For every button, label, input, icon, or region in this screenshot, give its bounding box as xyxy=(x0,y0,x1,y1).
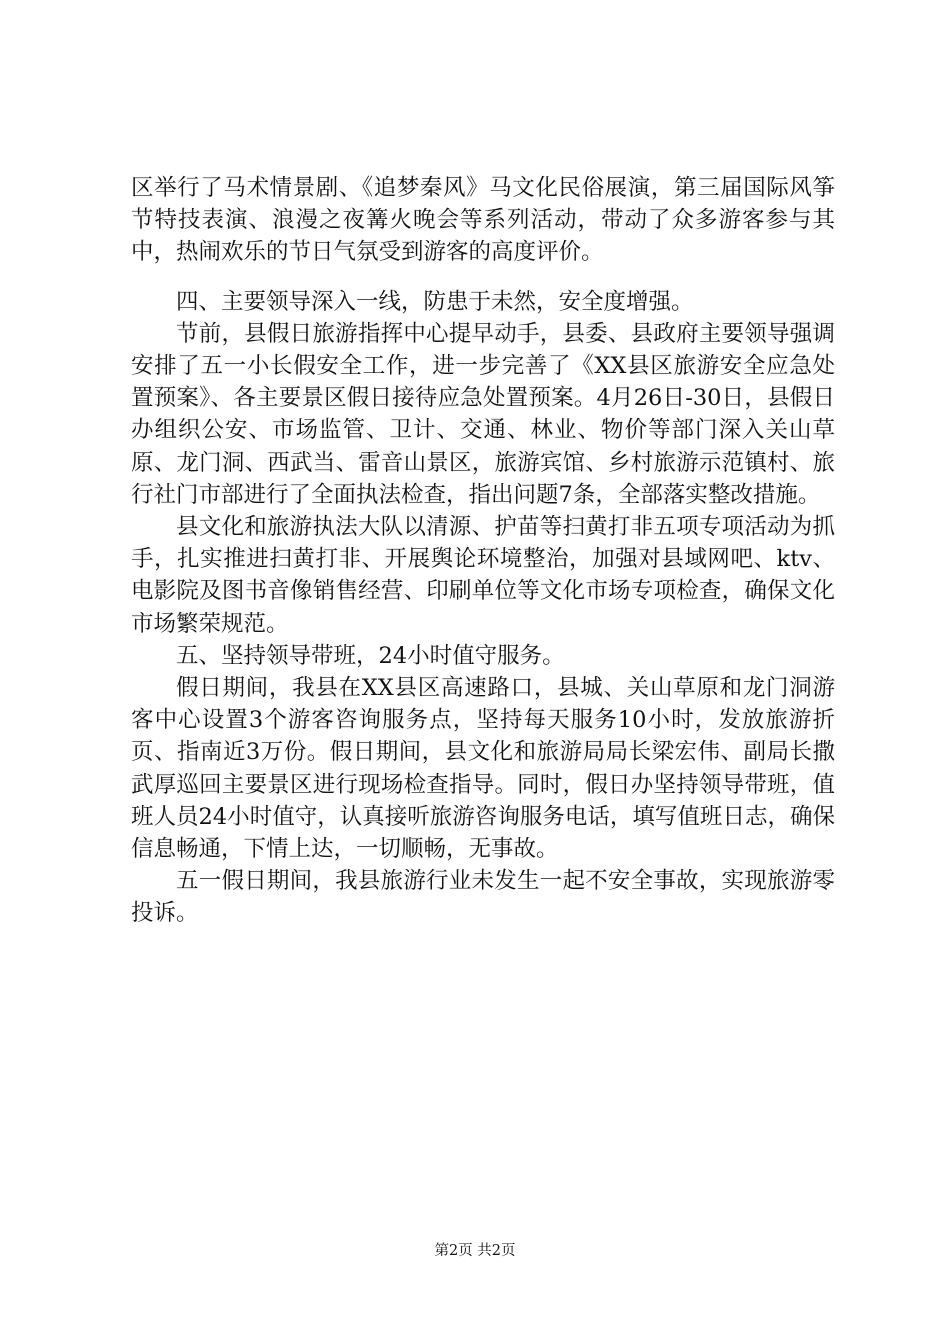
page-number-footer: 第2页 共2页 xyxy=(434,1243,516,1259)
paragraph-summary: 五一假日期间，我县旅游行业未发生一起不安全事故，实现旅游零投诉。 xyxy=(131,868,835,927)
section-heading-duty: 五、坚持领导带班，24小时值守服务。 xyxy=(176,642,565,669)
paragraph-law-enforcement: 县文化和旅游执法大队以清源、护苗等扫黄打非五项专项活动为抓手，扎实推进扫黄打非、开展舆论环境整治，加强对县域网吧、ktv、电影院及图书音像销售经营、印刷单位等文化市场专项检查，确保文化市场繁荣规范。 xyxy=(131,514,835,637)
document-body xyxy=(131,172,835,930)
paragraph-holiday-service: 假日期间，我县在XX县区高速路口，县城、关山草原和龙门洞游客中心设置3个游客咨询服务点，坚持每天服务10小时，发放旅游折页、指南近3万份。假日期间，县文化和旅游局局长梁宏伟、副局长撒武厚巡回主要景区进行现场检查指导。同时，假日办坚持领导带班，值班人员24小时值守，认真接听旅游咨询服务电话，填写值班日志，确保信息畅通，下情上达，一切顺畅，无事故。 xyxy=(131,675,835,863)
section-heading-safety: 四、主要领导深入一线，防患于未然，安全度增强。 xyxy=(176,288,694,315)
paragraph-continuation: 区举行了马术情景剧、《追梦秦风》马文化民俗展演，第三届国际风筝节特技表演、浪漫之夜篝火晚会等系列活动，带动了众多游客参与其中，热闹欢乐的节日气氛受到游客的高度评价。 xyxy=(131,175,835,266)
paragraph-preholiday-inspection: 节前，县假日旅游指挥中心提早动手，县委、县政府主要领导强调安排了五一小长假安全工作，进一步完善了《XX县区旅游安全应急处置预案》、各主要景区假日接待应急处置预案。4月26日-30日，县假日办组织公安、市场监管、卫计、交通、林业、物价等部门深入关山草原、龙门洞、西武当、雷音山景区，旅游宾馆、乡村旅游示范镇村、旅行社门市部进行了全面执法检查，指出问题7条，全部落实整改措施。 xyxy=(131,320,835,508)
